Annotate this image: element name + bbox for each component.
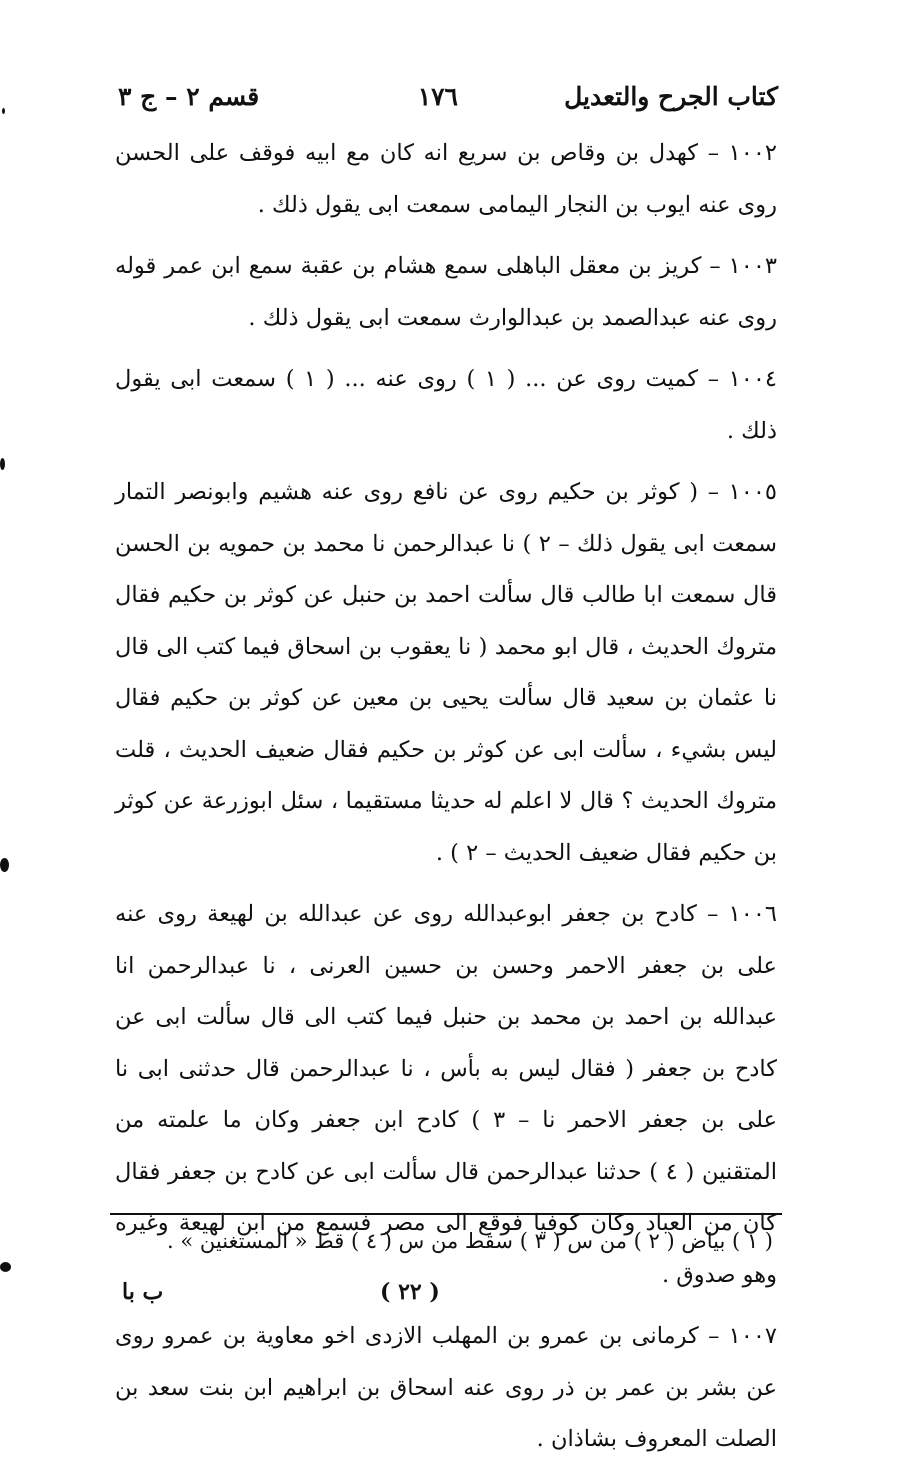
running-header <box>118 78 778 122</box>
entry-1004: ١٠٠٤ – كميت روى عن ... ( ١ ) روى عنه ... ( ١ ) سمعت ابى يقول ذلك . <box>115 366 778 444</box>
printer-signature: ب با <box>122 1279 164 1305</box>
entry-1006: ١٠٠٦ – كادح بن جعفر ابوعبدالله روى عن عبدالله بن لهيعة روى عنه على بن جعفر الاحمر وحسن بن حسين العرنى ، نا عبدالرحمن انا عبدالله بن احمد بن محمد بن حنبل فيما كتب الى قال سألت ابى عن كادح بن جعفر ( فقال ليس به بأس ، نا عبدالرحمن قال حدثنى ابى نا على بن جعفر الاحمر نا – ٣ ) كادح ابن جعفر وكان ما علمته من المتقنين ( ٤ ) حدثنا عبدالرحمن قال سألت ابى عن كادح بن جعفر فقال كان من العباد وكان كوفيا فوقع الى مصر فسمع من ابن لهيعة وغيره وهو صدوق . <box>115 901 777 1288</box>
scan-mark <box>0 1262 11 1272</box>
scan-mark <box>0 458 5 470</box>
main-text <box>115 128 777 1476</box>
footnote-divider <box>110 1213 782 1215</box>
folio-number: ( ٢٢ ) <box>380 1279 440 1305</box>
book-title: كتاب الجرح والتعديل <box>564 82 778 111</box>
entry-1007: ١٠٠٧ – كرمانى بن عمرو بن المهلب الازدى اخو معاوية بن عمرو روى عن بشر بن عمر بن ذر روى عنه اسحاق بن ابراهيم ابن بنت سعد بن الصلت المعروف بشاذان . <box>115 1323 777 1452</box>
entry-1005: ١٠٠٥ – ( كوثر بن حكيم روى عن نافع روى عنه هشيم وابونصر التمار سمعت ابى يقول ذلك – ٢ ) نا عبدالرحمن نا محمد بن حمويه بن الحسن قال سمعت ابا طالب قال سألت احمد بن حنبل عن كوثر بن حكيم فقال متروك الحديث ، قال ابو محمد ( نا يعقوب بن اسحاق فيما كتب الى قال نا عثمان بن سعيد قال سألت يحيى بن معين عن كوثر بن حكيم فقال ليس بشيء ، سألت ابى عن كوثر بن حكيم فقال ضعيف الحديث ، قلت متروك الحديث ؟ قال لا اعلم له حديثا مستقيما ، سئل ابوزرعة عن كوثر بن حكيم فقال ضعيف الحديث – ٢ ) . <box>115 479 777 866</box>
entry-1003: ١٠٠٣ – كريز بن معقل الباهلى سمع هشام بن عقبة سمع ابن عمر قوله روى عنه عبدالصمد بن عبدالوارث سمعت ابى يقول ذلك . <box>115 253 777 331</box>
footnote: ( ١ ) بياض ( ٢ ) من س ( ٣ ) سقط من س ( ٤ ) قط « المستغنين » . <box>167 1229 773 1253</box>
folio-line <box>0 1279 914 1319</box>
scan-mark <box>0 858 9 872</box>
volume-part: قسم ٢ – ج ٣ <box>118 82 260 111</box>
page-number: ١٧٦ <box>417 82 458 111</box>
entry-1002: ١٠٠٢ – كهدل بن وقاص بن سريع انه كان مع ابيه فوقف على الحسن روى عنه ايوب بن النجار اليمامى سمعت ابى يقول ذلك . <box>115 140 777 218</box>
scan-mark <box>2 108 5 114</box>
